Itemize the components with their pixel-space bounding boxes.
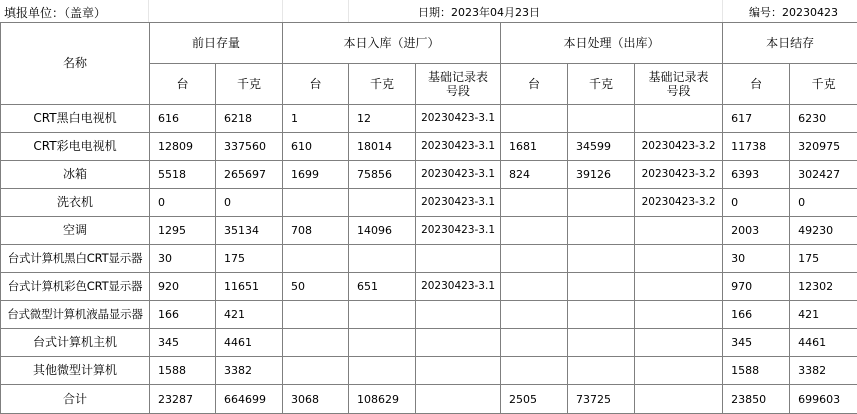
close-kg-cell: 302427: [790, 161, 857, 189]
in-record-cell: 20230423-3.1: [416, 273, 501, 301]
out-units-cell: [501, 301, 568, 329]
in-units-cell: 610: [283, 133, 349, 161]
out-record-cell: [635, 105, 723, 133]
in-record-cell: 20230423-3.1: [416, 189, 501, 217]
in-kg-cell: [349, 357, 416, 385]
out-record-cell: [635, 245, 723, 273]
in-units-cell: [283, 245, 349, 273]
item-name-cell: 洗衣机: [1, 189, 150, 217]
item-name-cell: CRT彩电电视机: [1, 133, 150, 161]
close-kg-cell: 6230: [790, 105, 857, 133]
reporting-unit-label: 填报单位：（盖章）: [4, 6, 106, 20]
out-record-cell: [635, 385, 723, 414]
close-units-cell: 2003: [723, 217, 790, 245]
in-units-cell: 50: [283, 273, 349, 301]
in-kg-cell: 651: [349, 273, 416, 301]
close-units-cell: 6393: [723, 161, 790, 189]
prev-units-cell: 30: [150, 245, 216, 273]
in-units-cell: [283, 357, 349, 385]
item-name-cell: 其他微型计算机: [1, 357, 150, 385]
total-row: [1, 385, 857, 414]
close-kg-cell: 4461: [790, 329, 857, 357]
kg-header: 千克: [349, 64, 416, 105]
in-units-cell: 3068: [283, 385, 349, 414]
prev-units-cell: 0: [150, 189, 216, 217]
out-record-cell: 20230423-3.2: [635, 161, 723, 189]
item-name-cell: 空调: [1, 217, 150, 245]
in-record-cell: 20230423-3.1: [416, 217, 501, 245]
header-divider: [148, 0, 149, 22]
out-kg-cell: [568, 301, 635, 329]
in-record-cell: 20230423-3.1: [416, 133, 501, 161]
out-kg-cell: [568, 245, 635, 273]
table-row: [1, 301, 857, 329]
out-kg-cell: [568, 217, 635, 245]
table-row: [1, 273, 857, 301]
units-header: 台: [723, 64, 790, 105]
prev-kg-cell: 337560: [216, 133, 283, 161]
item-name-cell: 台式计算机黑白CRT显示器: [1, 245, 150, 273]
prev-units-cell: 920: [150, 273, 216, 301]
in-kg-cell: [349, 329, 416, 357]
prev-kg-cell: 175: [216, 245, 283, 273]
header-divider: [722, 0, 723, 22]
out-record-cell: 20230423-3.2: [635, 189, 723, 217]
out-kg-cell: [568, 329, 635, 357]
record-no-header: 基础记录表号段: [416, 64, 501, 105]
in-record-cell: [416, 329, 501, 357]
close-kg-cell: 320975: [790, 133, 857, 161]
units-header: 台: [501, 64, 568, 105]
table-row: [1, 357, 857, 385]
in-kg-cell: [349, 245, 416, 273]
close-units-cell: 970: [723, 273, 790, 301]
in-record-cell: [416, 245, 501, 273]
out-units-cell: 2505: [501, 385, 568, 414]
close-kg-cell: 175: [790, 245, 857, 273]
in-units-cell: [283, 329, 349, 357]
out-record-cell: [635, 273, 723, 301]
in-record-cell: [416, 385, 501, 414]
out-units-cell: 1681: [501, 133, 568, 161]
in-units-cell: 708: [283, 217, 349, 245]
out-units-cell: [501, 217, 568, 245]
prev-kg-cell: 265697: [216, 161, 283, 189]
in-record-cell: [416, 357, 501, 385]
header-divider: [348, 0, 349, 22]
out-units-cell: 824: [501, 161, 568, 189]
table-row: [1, 161, 857, 189]
in-kg-cell: [349, 189, 416, 217]
close-kg-cell: 0: [790, 189, 857, 217]
in-kg-cell: 75856: [349, 161, 416, 189]
kg-header: 千克: [790, 64, 857, 105]
table-row: [1, 217, 857, 245]
out-kg-cell: 39126: [568, 161, 635, 189]
kg-header: 千克: [216, 64, 283, 105]
in-kg-cell: 18014: [349, 133, 416, 161]
close-units-cell: 166: [723, 301, 790, 329]
total-label: 合计: [1, 385, 150, 414]
out-kg-cell: 34599: [568, 133, 635, 161]
in-kg-cell: [349, 301, 416, 329]
kg-header: 千克: [568, 64, 635, 105]
item-name-cell: 台式计算机彩色CRT显示器: [1, 273, 150, 301]
table-row: [1, 105, 857, 133]
out-units-cell: [501, 105, 568, 133]
close-kg-cell: 49230: [790, 217, 857, 245]
out-record-cell: [635, 357, 723, 385]
prev-units-cell: 5518: [150, 161, 216, 189]
table-row: [1, 245, 857, 273]
prev-kg-cell: 3382: [216, 357, 283, 385]
prev-kg-cell: 664699: [216, 385, 283, 414]
close-kg-cell: 12302: [790, 273, 857, 301]
out-kg-cell: 73725: [568, 385, 635, 414]
prev-units-cell: 166: [150, 301, 216, 329]
close-units-cell: 0: [723, 189, 790, 217]
waste-inventory-table: [0, 22, 857, 414]
report-number-label: 编号：20230423: [749, 6, 838, 20]
prev-units-cell: 616: [150, 105, 216, 133]
record-no-header: 基础记录表号段: [635, 64, 723, 105]
prev-kg-cell: 6218: [216, 105, 283, 133]
in-record-cell: [416, 301, 501, 329]
prev-kg-cell: 0: [216, 189, 283, 217]
in-units-cell: 1699: [283, 161, 349, 189]
prev-units-cell: 12809: [150, 133, 216, 161]
group-header-row: [1, 23, 857, 64]
close-units-cell: 1588: [723, 357, 790, 385]
item-name-cell: 台式微型计算机液晶显示器: [1, 301, 150, 329]
table-row: [1, 189, 857, 217]
close-units-cell: 11738: [723, 133, 790, 161]
out-kg-cell: [568, 273, 635, 301]
close-units-cell: 30: [723, 245, 790, 273]
in-record-cell: 20230423-3.1: [416, 161, 501, 189]
out-units-cell: [501, 357, 568, 385]
closing-stock-header: 本日结存: [723, 23, 857, 64]
units-header: 台: [150, 64, 216, 105]
close-units-cell: 345: [723, 329, 790, 357]
close-kg-cell: 421: [790, 301, 857, 329]
processed-header: 本日处理（出库）: [501, 23, 723, 64]
item-name-cell: CRT黑白电视机: [1, 105, 150, 133]
prev-units-cell: 23287: [150, 385, 216, 414]
out-units-cell: [501, 245, 568, 273]
prev-kg-cell: 11651: [216, 273, 283, 301]
out-record-cell: 20230423-3.2: [635, 133, 723, 161]
table-row: [1, 133, 857, 161]
out-record-cell: [635, 217, 723, 245]
prev-units-cell: 1295: [150, 217, 216, 245]
prev-stock-header: 前日存量: [150, 23, 283, 64]
in-kg-cell: 14096: [349, 217, 416, 245]
in-kg-cell: 12: [349, 105, 416, 133]
close-units-cell: 617: [723, 105, 790, 133]
prev-units-cell: 345: [150, 329, 216, 357]
prev-units-cell: 1588: [150, 357, 216, 385]
close-units-cell: 23850: [723, 385, 790, 414]
out-record-cell: [635, 329, 723, 357]
report-header: [0, 0, 857, 22]
prev-kg-cell: 4461: [216, 329, 283, 357]
item-name-cell: 台式计算机主机: [1, 329, 150, 357]
out-units-cell: [501, 329, 568, 357]
in-units-cell: [283, 189, 349, 217]
prev-kg-cell: 35134: [216, 217, 283, 245]
prev-kg-cell: 421: [216, 301, 283, 329]
out-kg-cell: [568, 105, 635, 133]
close-kg-cell: 3382: [790, 357, 857, 385]
out-units-cell: [501, 273, 568, 301]
in-kg-cell: 108629: [349, 385, 416, 414]
out-kg-cell: [568, 357, 635, 385]
close-kg-cell: 699603: [790, 385, 857, 414]
name-column-header: 名称: [1, 23, 150, 105]
in-units-cell: 1: [283, 105, 349, 133]
out-units-cell: [501, 189, 568, 217]
report-date-label: 日期：2023年04月23日: [418, 6, 540, 20]
item-name-cell: 冰箱: [1, 161, 150, 189]
units-header: 台: [283, 64, 349, 105]
out-record-cell: [635, 301, 723, 329]
out-kg-cell: [568, 189, 635, 217]
inbound-header: 本日入库（进厂）: [283, 23, 501, 64]
header-divider: [282, 0, 283, 22]
table-row: [1, 329, 857, 357]
in-units-cell: [283, 301, 349, 329]
in-record-cell: 20230423-3.1: [416, 105, 501, 133]
